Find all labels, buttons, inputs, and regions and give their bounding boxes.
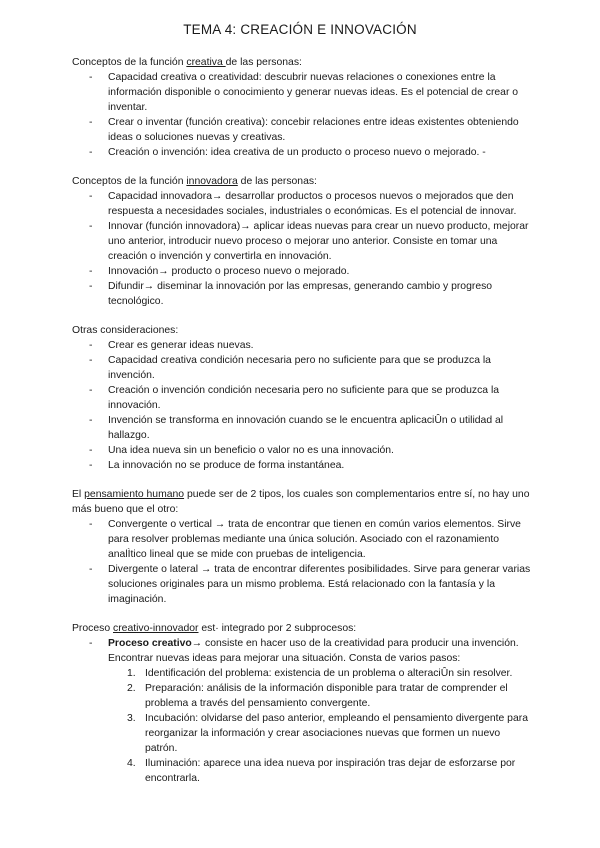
list-item: - La innovación no se produce de forma instantánea. [72,458,534,473]
bullet-list [72,338,534,473]
section-creative-function [72,55,534,160]
list-item: - Divergente o lateral → trata de encontrar diferentes posibilidades. Sirve para generar varias soluciones originales para un mismo problema. Está relacionado con la fantasía y la imaginación. [72,562,534,607]
list-item: - Creación o invención: idea creativa de un producto o proceso nuevo o mejorado. - [72,145,534,160]
list-item: - Capacidad creativa o creatividad: descubrir nuevas relaciones o conexiones entre la información disponible o conocimiento y generar nuevas ideas. Es el potencial de crear o inventar. [72,70,534,115]
section-heading: El pensamiento humano puede ser de 2 tipos, los cuales son complementarios entre sí, no hay uno más bueno que el otro: [72,489,530,515]
list-item: - Convergente o vertical → trata de encontrar que tienen en común varios elementos. Sirve para resolver problemas mediante una única solución. Asociado con el razonamiento analÌtico lineal que se mide con pruebas de inteligencia. [72,517,534,562]
bullet-list [72,70,534,160]
step-item: 3. Incubación: olvidarse del paso anterior, empleando el pensamiento divergente para reorganizar la información y crear asociaciones nuevas que formen un nuevo patrón. [127,713,528,754]
step-item: 1. Identificación del problema: existencia de un problema o alteraciÛn sin resolver. [127,668,513,679]
list-item: - Crear o inventar (función creativa): concebir relaciones entre ideas existentes obteniendo ideas o soluciones nuevas y creativas. [72,115,534,145]
section-heading: Proceso creativo-innovador est· integrado por 2 subprocesos: [72,623,357,634]
section-heading: Conceptos de la función creativa de las personas: [72,57,302,68]
section-other-considerations [72,323,534,473]
section-creative-process [72,621,534,786]
list-item: - Una idea nueva sin un beneficio o valor no es una innovación. [72,443,534,458]
step-number: 3. [127,713,136,724]
document-body [72,55,534,800]
section-heading: Conceptos de la función innovadora de las personas: [72,176,317,187]
list-item: - Invención se transforma en innovación cuando se le encuentra aplicaciÛn o utilidad al hallazgo. [72,413,534,443]
list-item: - Proceso creativo→ consiste en hacer uso de la creatividad para producir una invención. Encontrar nuevas ideas para mejorar una situación. Consta de varios pasos: [72,636,534,666]
step-item: 4. Iluminación: aparece una idea nueva por inspiración tras dejar de esforzarse por encontrarla. [127,758,516,784]
section-innovative-function [72,174,534,309]
list-item: - Innovación→ producto o proceso nuevo o mejorado. [72,264,534,279]
section-heading: Otras consideraciones: [72,325,179,336]
bullet-list [72,189,534,309]
section-human-thinking [72,487,534,607]
list-item: - Creación o invención condición necesaria pero no suficiente para que se produzca la innovación. [72,383,534,413]
step-number: 1. [127,668,136,679]
step-number: 4. [127,758,136,769]
numbered-steps [72,666,534,786]
list-item: - Crear es generar ideas nuevas. [72,338,534,353]
list-item: - Difundir→ diseminar la innovación por las empresas, generando cambio y progreso tecnológico. [72,279,534,309]
step-number: 2. [127,683,136,694]
step-item: 2. Preparación: análisis de la información disponible para tratar de comprender el problema a través del pensamiento convergente. [127,683,508,709]
page-title: TEMA 4: CREACIÓN E INNOVACIÓN [183,22,417,37]
list-item: - Capacidad innovadora→ desarrollar productos o procesos nuevos o mejorados que den respuesta a necesidades sociales, industriales o económicas. Es el potencial de innovar. [72,189,534,219]
bullet-list [72,517,534,607]
list-item: - Innovar (función innovadora)→ aplicar ideas nuevas para crear un nuevo producto, mejorar uno anterior, introducir nuevo proceso o mejorar uno anterior. Consiste en tomar una creación o invención y convertirla en innovación. [72,219,534,264]
bullet-list [72,636,534,666]
list-item: - Capacidad creativa condición necesaria pero no suficiente para que se produzca la invención. [72,353,534,383]
